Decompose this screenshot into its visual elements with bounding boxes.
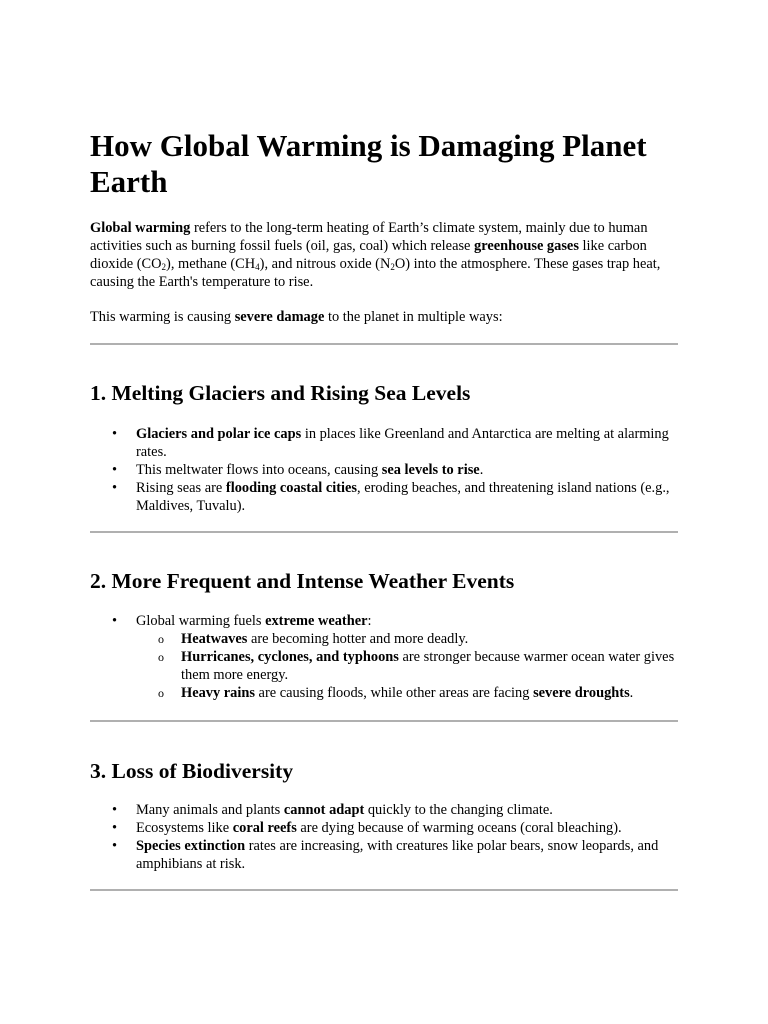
sub-bullet-icon: o	[158, 650, 164, 664]
list-item	[90, 819, 678, 837]
list-item-text: , eroding beaches, and threatening island nations (e.g., Maldives, Tuvalu).	[136, 480, 670, 514]
intro2-text-2: to the planet in multiple ways:	[324, 309, 503, 325]
intro-bold-global-warming: Global warming	[90, 220, 191, 236]
intro-paragraph	[90, 219, 678, 291]
intro-bold-greenhouse-gases: greenhouse gases	[474, 238, 579, 254]
list-item	[90, 461, 678, 479]
list-item-bold: sea levels to rise	[381, 462, 480, 478]
list-item	[90, 612, 678, 702]
section-1-list	[90, 425, 678, 515]
bullet-icon: •	[112, 802, 118, 818]
bullet-icon: •	[112, 838, 118, 854]
intro-text-3: ), methane (CH	[166, 256, 256, 272]
list-item-text: in places like Greenland and Antarctica are melting at alarming rates.	[136, 426, 669, 460]
list-item-bold: coral reefs	[232, 820, 297, 836]
list-item-text: rates are increasing, with creatures like polar bears, snow leopards, and amphibians at risk.	[136, 838, 659, 872]
section-2-list	[90, 612, 678, 702]
section-heading-3: 3. Loss of Biodiversity	[90, 759, 294, 783]
bullet-icon: •	[112, 462, 118, 478]
list-item	[90, 801, 678, 819]
sub-bullet-icon: o	[158, 632, 164, 646]
list-item-text: :	[367, 613, 372, 629]
intro-subscript-n2o: 2	[390, 262, 395, 272]
section-3-list	[90, 801, 678, 873]
list-item-text: quickly to the changing climate.	[364, 802, 553, 818]
sub-list	[136, 630, 678, 702]
list-item-text: .	[479, 462, 484, 478]
list-item-text: This meltwater flows into oceans, causing	[136, 462, 382, 478]
intro-text-4: ), and nitrous oxide (N	[259, 256, 391, 272]
intro2-text-1: This warming is causing	[90, 309, 235, 325]
sub-bullet-icon: o	[158, 686, 164, 700]
sub-item-text: .	[629, 685, 634, 701]
sub-item-text: are causing floods, while other areas are facing	[254, 685, 534, 701]
list-item-text: are dying because of warming oceans (coral bleaching).	[296, 820, 622, 836]
divider	[90, 720, 678, 722]
list-item-text: Many animals and plants	[136, 802, 284, 818]
list-item-text: Ecosystems like	[136, 820, 233, 836]
list-item-bold: flooding coastal cities	[225, 480, 358, 496]
sub-list-item	[136, 648, 678, 684]
intro-text-5: O) into the atmosphere. These gases trap heat, causing the Earth's temperature to rise.	[90, 256, 661, 290]
list-item-bold: Glaciers and polar ice caps	[136, 426, 302, 442]
list-item	[90, 837, 678, 873]
sub-item-bold: Hurricanes, cyclones, and typhoons	[181, 649, 399, 665]
list-item	[90, 425, 678, 461]
intro-text-2: like carbon dioxide (CO	[90, 238, 647, 272]
list-item-text: Global warming fuels	[136, 613, 266, 629]
sub-item-text: are stronger because warmer ocean water gives them more energy.	[181, 649, 675, 683]
sub-item-bold: Heatwaves	[181, 631, 248, 647]
page-title: How Global Warming is Damaging Planet Earth	[90, 128, 647, 199]
intro-text-1: refers to the long-term heating of Earth’s climate system, mainly due to human activities such as burning fossil fuels (oil, gas, coal) which release	[90, 220, 648, 254]
divider	[90, 889, 678, 891]
sub-item-bold: Heavy rains	[181, 685, 255, 701]
intro-paragraph-2	[90, 308, 678, 326]
divider	[90, 343, 678, 345]
sub-item-bold: severe droughts	[533, 685, 630, 701]
divider	[90, 531, 678, 533]
sub-list-item	[136, 630, 678, 648]
list-item-bold: extreme weather	[265, 613, 368, 629]
bullet-icon: •	[112, 820, 118, 836]
bullet-icon: •	[112, 426, 118, 442]
intro2-bold-severe-damage: severe damage	[234, 309, 325, 325]
list-item-bold: Species extinction	[136, 838, 246, 854]
list-item-bold: cannot adapt	[283, 802, 365, 818]
bullet-icon: •	[112, 613, 118, 629]
sub-item-text: are becoming hotter and more deadly.	[247, 631, 469, 647]
list-item-text: Rising seas are	[136, 480, 226, 496]
list-item	[90, 479, 678, 515]
section-heading-2: 2. More Frequent and Intense Weather Events	[90, 569, 515, 593]
intro-subscript-co2: 2	[161, 262, 167, 272]
section-heading-1: 1. Melting Glaciers and Rising Sea Levels	[90, 381, 471, 405]
bullet-icon: •	[112, 480, 118, 496]
intro-subscript-ch4: 4	[255, 262, 260, 272]
sub-list-item	[136, 684, 678, 702]
